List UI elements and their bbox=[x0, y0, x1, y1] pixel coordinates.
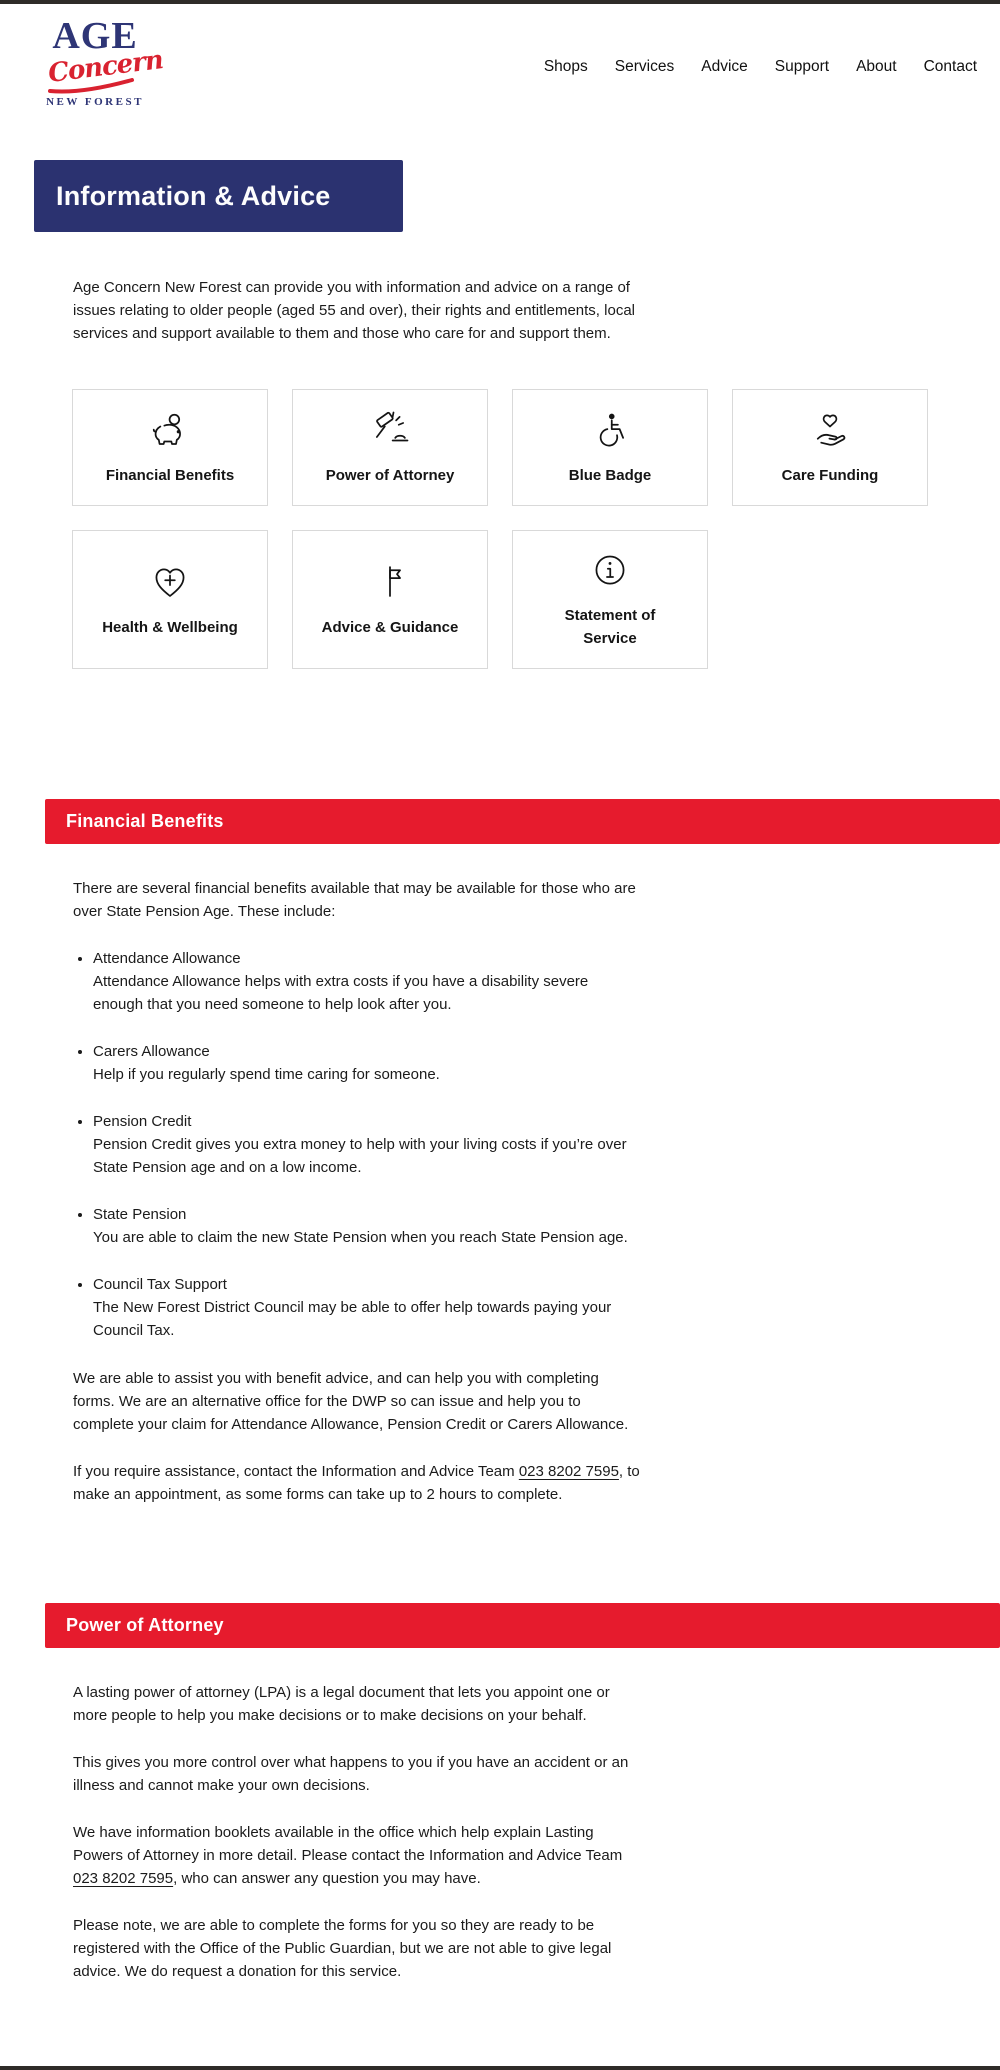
nav-item-support[interactable]: Support bbox=[774, 58, 830, 75]
card-power-of-attorney[interactable] bbox=[292, 389, 488, 506]
poa-paragraph-2: This gives you more control over what happens to you if you have an accident or an illness and cannot make your own decisions. bbox=[73, 1754, 629, 1794]
site-header bbox=[0, 4, 1000, 112]
card-label: Power of Attorney bbox=[325, 466, 455, 484]
card-label: Financial Benefits bbox=[105, 466, 235, 484]
wheelchair-icon bbox=[589, 409, 631, 451]
phone-link[interactable]: 023 8202 7595 bbox=[73, 1870, 174, 1887]
financial-assist-paragraph: We are able to assist you with benefit advice, and can help you with completing forms. We are an alternative office for the DWP so can issue and help you to complete your claim for Attendance Allowance, Pension Credit or Carers Allowance. bbox=[73, 1370, 629, 1433]
power-of-attorney-heading: Power of Attorney bbox=[45, 1603, 1000, 1648]
poa-paragraph-1: A lasting power of attorney (LPA) is a legal document that lets you appoint one or more people to help you make decisions or to make decisions on your behalf. bbox=[73, 1684, 610, 1724]
nav-item-advice[interactable]: Advice bbox=[701, 58, 748, 75]
bottom-edge-bar bbox=[0, 2066, 1000, 2070]
card-advice-guidance[interactable] bbox=[292, 530, 488, 669]
phone-link[interactable]: 023 8202 7595 bbox=[518, 1463, 619, 1480]
card-care-funding[interactable] bbox=[732, 389, 928, 506]
benefit-description: Pension Credit gives you extra money to help with your living costs if you’re over State Pension age and on a low income. bbox=[93, 1136, 627, 1176]
contact-text-after: , to make an appointment, as some forms can take up to 2 hours to complete. bbox=[73, 1463, 640, 1503]
financial-contact-paragraph bbox=[73, 1460, 641, 1506]
list-item bbox=[93, 1110, 641, 1179]
benefit-title: • Pension Credit bbox=[93, 1113, 192, 1130]
poa-text-after: , who can answer any question you may have. bbox=[173, 1870, 481, 1887]
info-circle-icon bbox=[589, 549, 631, 591]
benefit-description: Help if you regularly spend time caring for someone. bbox=[93, 1066, 440, 1083]
logo-swoosh-underline bbox=[46, 78, 138, 94]
gavel-icon bbox=[369, 409, 411, 451]
intro-paragraph: Age Concern New Forest can provide you with information and advice on a range of issues relating to older people (aged 55 and over), their rights and entitlements, local services and support available to them and those who care for and support them. bbox=[73, 279, 635, 342]
card-health-wellbeing[interactable] bbox=[72, 530, 268, 669]
benefit-description: The New Forest District Council may be able to offer help towards paying your Council Tax. bbox=[93, 1299, 612, 1339]
financial-benefits-heading: Financial Benefits bbox=[45, 799, 1000, 844]
logo-text-concern-wrap bbox=[40, 45, 165, 92]
card-blue-badge[interactable] bbox=[512, 389, 708, 506]
nav-item-contact[interactable]: Contact bbox=[923, 58, 977, 75]
poa-text-before: We have information booklets available in the office which help explain Lasting Powers of Attorney in more detail. Please contact the Information and Advice Team bbox=[73, 1824, 623, 1864]
card-financial-benefits[interactable] bbox=[72, 389, 268, 506]
heart-in-hand-icon bbox=[809, 409, 851, 451]
page-title: Information & Advice bbox=[56, 180, 331, 211]
poa-paragraph-3 bbox=[73, 1821, 641, 1890]
financial-benefits-body bbox=[73, 877, 641, 1506]
heart-plus-icon bbox=[149, 561, 191, 603]
logo-text-new-forest: NEW FOREST bbox=[46, 96, 144, 108]
benefit-title: • Council Tax Support bbox=[93, 1276, 227, 1293]
benefit-description: You are able to claim the new State Pension when you reach State Pension age. bbox=[93, 1229, 628, 1246]
list-item bbox=[93, 947, 641, 1016]
contact-text-before: If you require assistance, contact the Information and Advice Team bbox=[73, 1463, 519, 1480]
list-item bbox=[93, 1273, 641, 1342]
benefit-title: • State Pension bbox=[93, 1206, 187, 1223]
signpost-icon bbox=[369, 561, 411, 603]
power-of-attorney-body bbox=[73, 1681, 641, 1983]
card-label: Advice & Guidance bbox=[321, 618, 459, 636]
card-label: Blue Badge bbox=[568, 466, 652, 484]
nav-item-about[interactable]: About bbox=[856, 58, 897, 75]
benefit-description: Attendance Allowance helps with extra costs if you have a disability severe enough that you need someone to help look after you. bbox=[93, 973, 589, 1013]
topic-card-grid bbox=[72, 389, 928, 669]
page-title-banner bbox=[34, 160, 403, 232]
list-item bbox=[93, 1203, 641, 1249]
logo-text-age: AGE bbox=[52, 15, 138, 57]
card-label: Health & Wellbeing bbox=[102, 618, 238, 636]
bottom-spacer bbox=[0, 1983, 1000, 1999]
nav-item-services[interactable]: Services bbox=[614, 58, 675, 75]
list-item bbox=[93, 1040, 641, 1086]
financial-intro-paragraph: There are several financial benefits available that may be available for those who are over State Pension Age. These include: bbox=[73, 880, 636, 920]
benefit-title: • Carers Allowance bbox=[93, 1043, 210, 1060]
benefit-title: • Attendance Allowance bbox=[93, 950, 241, 967]
card-label: Care Funding bbox=[781, 466, 879, 484]
card-statement-of-service[interactable] bbox=[512, 530, 708, 669]
benefits-list bbox=[73, 947, 641, 1342]
nav-item-shops[interactable]: Shops bbox=[543, 58, 588, 75]
card-label: Statement of Service bbox=[564, 607, 656, 647]
age-concern-logo[interactable] bbox=[40, 15, 165, 108]
piggy-bank-icon bbox=[149, 409, 191, 451]
logo-text-concern: Concern bbox=[46, 45, 165, 89]
main-nav bbox=[544, 58, 977, 76]
poa-paragraph-4: Please note, we are able to complete the forms for you so they are ready to be registered with the Office of the Public Guardian, but we are not able to give legal advice. We do request a donation for this service. bbox=[73, 1917, 612, 1980]
